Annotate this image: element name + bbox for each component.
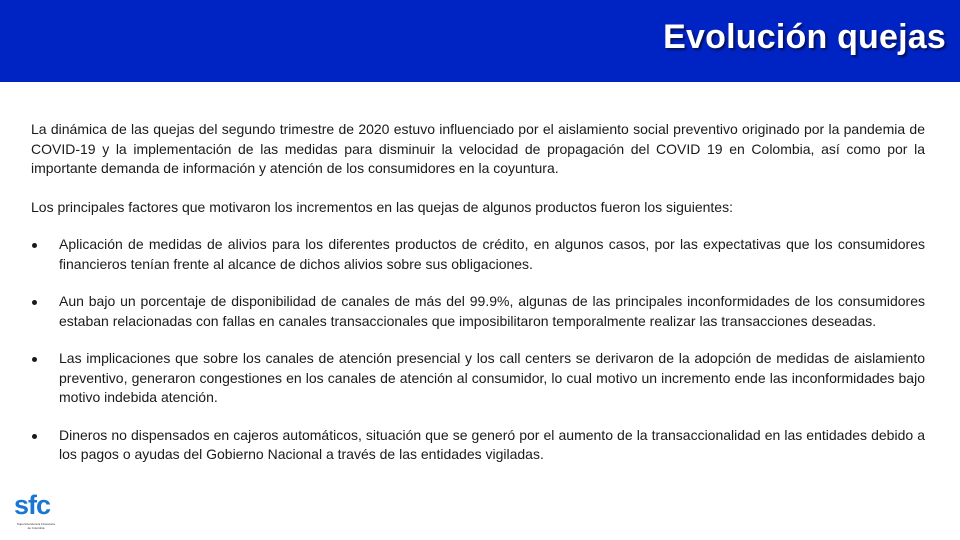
intro-paragraph: La dinámica de las quejas del segundo trimestre de 2020 estuvo influenciado por el aislamiento social preventivo originado por la pandemia de COVID-19 y la implementación de las medidas para disminuir la velocidad de propagación del COVID 19 en Colombia, así como por la importante demanda de información y atención de los consumidores en la coyuntura. xyxy=(31,121,925,176)
sfc-logo xyxy=(8,490,64,534)
logo-subtitle-line2: de Colombia xyxy=(27,526,45,530)
list-item-text: Aplicación de medidas de alivios para los diferentes productos de crédito, en algunos casos, por las expectativas que los consumidores financieros tenían frente al alcance de dichos alivios sobre sus obligaciones. xyxy=(59,236,925,272)
list-item xyxy=(31,426,925,465)
list-item-text: Aun bajo un porcentaje de disponibilidad de canales de más del 99.9%, algunas de las principales inconformidades de los consumidores estaban relacionadas con fallas en canales transaccionales que imposibilitaron temporalmente realizar las transacciones deseadas. xyxy=(59,293,925,329)
bullet-icon xyxy=(32,357,37,362)
logo-subtitle xyxy=(9,522,63,530)
list-item xyxy=(31,292,925,331)
bullet-icon xyxy=(32,243,37,248)
list-item xyxy=(31,349,925,408)
logo-wordmark: sfc xyxy=(14,490,51,520)
page-title: Evolución quejas xyxy=(663,18,946,56)
list-item-text: Dineros no dispensados en cajeros automáticos, situación que se generó por el aumento de la transaccionalidad en las entidades debido a los pagos o ayudas del Gobierno Nacional a través de las entidades vigiladas. xyxy=(59,426,925,462)
bullet-icon xyxy=(32,300,37,305)
header-bar xyxy=(0,0,960,82)
bullet-icon xyxy=(32,434,37,439)
factors-list xyxy=(31,235,925,465)
logo-subtitle-line1: Superintendencia Financiera xyxy=(16,522,56,526)
list-item-text: Las implicaciones que sobre los canales de atención presencial y los call centers se derivaron de la adopción de medidas de aislamiento preventivo, generaron congestiones en los canales de atención al consumidor, lo cual motivo un incremento ende las inconformidades bajo motivo indebida atención. xyxy=(59,350,925,405)
slide-content xyxy=(31,120,925,483)
lead-paragraph: Los principales factores que motivaron los incrementos en las quejas de algunos productos fueron los siguientes: xyxy=(31,198,733,215)
list-item xyxy=(31,235,925,274)
